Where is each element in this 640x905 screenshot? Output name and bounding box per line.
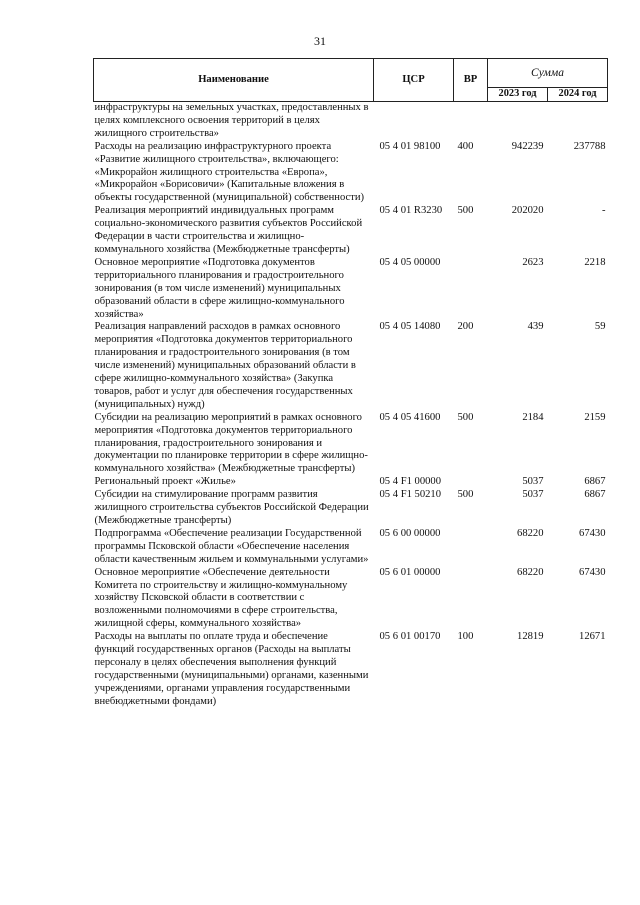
table-row <box>94 141 608 206</box>
row-amount-2023: 68220 <box>517 566 544 578</box>
header-csr: ЦСР <box>374 59 454 102</box>
table-body <box>94 102 608 709</box>
header-name: Наименование <box>94 59 374 102</box>
row-amount-2023: 5037 <box>522 489 544 501</box>
table-row <box>94 631 608 708</box>
row-vr-code: 500 <box>457 489 474 501</box>
row-name: Расходы на выплаты по оплате труда и обеспечение функций государственных органов (Расходы на выплаты персоналу в целях обеспечения выполнения функций государственными (муниципальными) органами, казенными учреждениями, органами управления государственными внебюджетными фондами) <box>94 631 369 707</box>
row-vr-code <box>454 102 488 141</box>
row-name: Реализация мероприятий индивидуальных программ социально-экономического развития субъектов Российской Федерации в части строительства и жилищно-коммунального хозяйства (Межбюджетные трансферты) <box>94 205 363 255</box>
table-row <box>94 257 608 322</box>
row-amount-2024: - <box>601 205 606 217</box>
row-amount-2024: 67430 <box>579 566 606 578</box>
row-amount-2024: 6867 <box>584 489 606 501</box>
table-row <box>94 102 608 141</box>
row-name: Расходы на реализацию инфраструктурного проекта «Развитие жилищного строительства», включающего: «Микрорайон жилищного строительства «Европа», «Микрорайон «Борисовичи» (Капитальные вложения в объекты государственной (муниципальной) собственности) <box>94 140 365 204</box>
header-year-2023: 2023 год <box>488 88 548 102</box>
table-row <box>94 205 608 257</box>
page-number: 31 <box>314 34 326 48</box>
row-amount-2023 <box>488 102 548 141</box>
row-amount-2024: 12671 <box>579 631 606 643</box>
row-amount-2023: 2184 <box>522 411 544 423</box>
row-amount-2023: 68220 <box>517 527 544 539</box>
row-amount-2024: 237788 <box>573 140 606 152</box>
row-name: Основное мероприятие «Обеспечение деятельности Комитета по строительству и жилищно-коммунальному хозяйству Псковской области в соответствии с возложенными полномочиями в сфере строительства, жилищной сферы, коммунального хозяйства» <box>94 566 348 630</box>
row-csr-code: 05 4 05 41600 <box>379 411 441 423</box>
row-name: инфраструктуры на земельных участках, предоставленных в целях комплексного освоения территорий в целях жилищного строительства» <box>94 102 369 139</box>
row-csr-code: 05 6 01 00000 <box>379 566 441 578</box>
row-amount-2023: 942239 <box>511 140 544 152</box>
row-vr-code: 500 <box>457 411 474 423</box>
row-vr-code <box>454 257 488 322</box>
row-amount-2023: 202020 <box>511 205 544 217</box>
table-row <box>94 321 608 411</box>
row-csr-code: 05 4 F1 50210 <box>379 489 442 501</box>
row-amount-2024: 2159 <box>584 411 606 423</box>
row-csr-code: 05 4 F1 00000 <box>379 476 442 488</box>
table-row <box>94 567 608 632</box>
budget-table <box>93 58 608 709</box>
table-header <box>94 59 608 102</box>
table-row <box>94 528 608 567</box>
row-amount-2024: 67430 <box>579 527 606 539</box>
row-vr-code <box>454 528 488 567</box>
row-vr-code: 400 <box>457 140 474 152</box>
header-sum: Сумма <box>488 59 608 88</box>
row-vr-code <box>454 567 488 632</box>
row-vr-code: 200 <box>457 321 474 333</box>
row-amount-2024: 6867 <box>584 476 606 488</box>
row-name: Региональный проект «Жилье» <box>94 476 236 488</box>
row-amount-2024: 2218 <box>584 256 606 268</box>
table-row <box>94 489 608 528</box>
row-csr-code: 05 4 05 00000 <box>379 256 441 268</box>
table-row <box>94 476 608 489</box>
row-name: Реализация направлений расходов в рамках основного мероприятия «Подготовка документов территориального планирования и градостроительного зонирования (в том числе изменений) муниципальных образований области в сфере жилищно-коммунального хозяйства» (Закупка товаров, работ и услуг для обеспечения государственных (муниципальных) нужд) <box>94 321 356 410</box>
row-name: Субсидии на стимулирование программ развития жилищного строительства субъектов Российской Федерации (Межбюджетные трансферты) <box>94 489 369 526</box>
row-csr-code: 05 6 01 00170 <box>379 631 441 643</box>
row-vr-code: 500 <box>457 205 474 217</box>
row-amount-2023: 12819 <box>517 631 544 643</box>
row-amount-2024 <box>548 102 608 141</box>
row-csr-code: 05 4 05 14080 <box>379 321 441 333</box>
row-amount-2023: 5037 <box>522 476 544 488</box>
row-name: Подпрограмма «Обеспечение реализации Государственной программы Псковской области «Обеспечение населения области качественным жильем и коммунальными услугами» <box>94 527 369 565</box>
table-row <box>94 412 608 477</box>
header-year-2024: 2024 год <box>548 88 608 102</box>
row-csr-code <box>374 102 454 141</box>
row-name: Субсидии на реализацию мероприятий в рамках основного мероприятия «Подготовка документов территориального планирования, градостроительного зонирования и документации по планировке территории в сфере жилищно-коммунального хозяйства» (Межбюджетные трансферты) <box>94 411 368 475</box>
row-csr-code: 05 4 01 98100 <box>379 140 441 152</box>
row-name: Основное мероприятие «Подготовка документов территориального планирования и градостроительного зонирования (в том числе изменений) муниципальных образований области в сфере жилищно-коммунального хозяйства» <box>94 256 345 320</box>
row-vr-code: 100 <box>457 631 474 643</box>
row-amount-2024: 59 <box>594 321 606 333</box>
row-amount-2023: 439 <box>527 321 544 333</box>
row-amount-2023: 2623 <box>522 256 544 268</box>
row-vr-code <box>454 476 488 489</box>
row-csr-code: 05 6 00 00000 <box>379 527 441 539</box>
budget-table-container <box>93 58 607 709</box>
row-csr-code: 05 4 01 R3230 <box>379 205 443 217</box>
header-vr: ВР <box>454 59 488 102</box>
